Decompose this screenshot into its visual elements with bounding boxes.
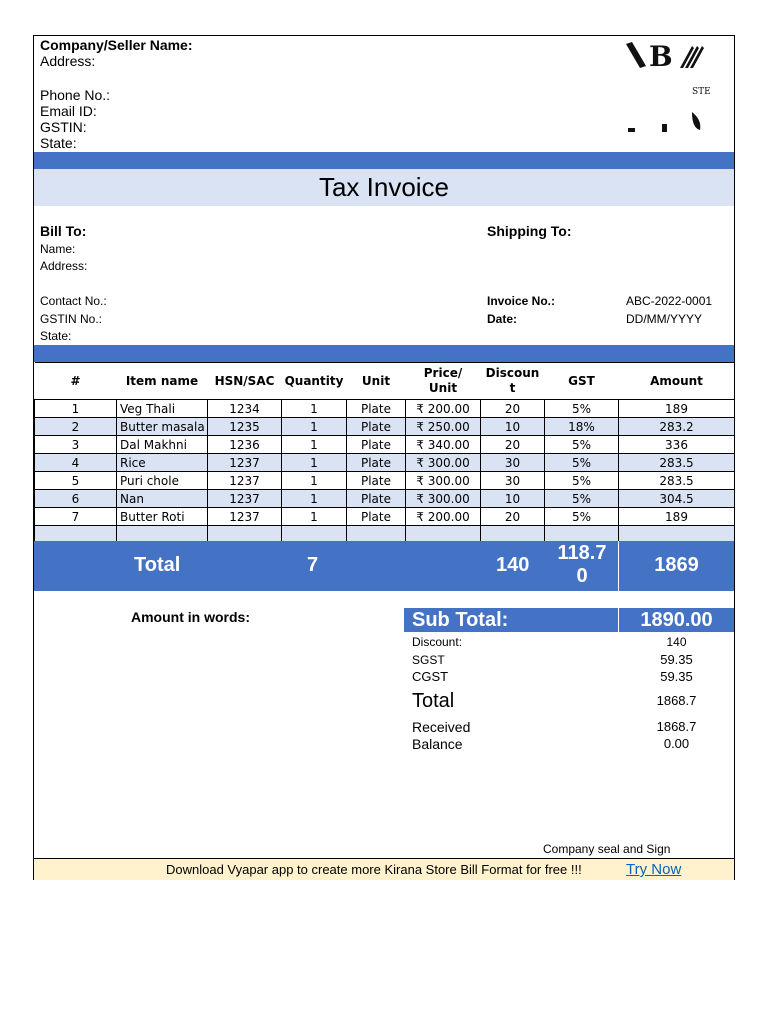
col-header-hsn: HSN/SAC: [208, 363, 282, 400]
col-header-quantity: Quantity: [282, 363, 347, 400]
row-amount-cell: 336: [619, 436, 735, 454]
summary-total-value: 1868.7: [656, 693, 697, 708]
table-row: [35, 508, 735, 526]
invoice-no-label: Invoice No.:: [487, 294, 556, 308]
col-header-gst: GST: [545, 363, 619, 400]
row-number-cell: 4: [35, 454, 117, 472]
row-gst-cell: 5%: [545, 454, 619, 472]
table-row: [35, 490, 735, 508]
col-header-discount: Discoun t: [481, 363, 545, 400]
received-label: Received: [412, 719, 471, 735]
seller-gstin-label: GSTIN:: [40, 119, 87, 135]
total-gst-line2: 0: [576, 565, 588, 587]
invoice-no-value: ABC-2022-0001: [626, 294, 713, 308]
row-number-cell: 1: [35, 400, 117, 418]
row-number-cell: 2: [35, 418, 117, 436]
table-row: [35, 400, 735, 418]
row-price-cell: ₹ 300.00: [406, 454, 481, 472]
table-row: [35, 418, 735, 436]
row-amount-cell: 304.5: [619, 490, 735, 508]
row-number-cell: 6: [35, 490, 117, 508]
sgst-value: 59.35: [660, 652, 693, 667]
balance-value: 0.00: [663, 736, 690, 751]
row-discount-cell: 10: [481, 490, 545, 508]
amount-in-words-label: Amount in words:: [131, 609, 250, 625]
row-item-name-cell: Butter masala: [117, 418, 208, 436]
total-quantity: 7: [307, 554, 319, 576]
sub-total-label: Sub Total:: [412, 609, 509, 631]
promo-text: Download Vyapar app to create more Kirana Store Bill Format for free !!!: [166, 862, 582, 877]
row-number-cell: 3: [35, 436, 117, 454]
row-price-cell: ₹ 200.00: [406, 508, 481, 526]
row-hsn-cell: 1237: [208, 472, 282, 490]
bill-gstin-label: GSTIN No.:: [40, 312, 103, 326]
header-band: [34, 152, 734, 169]
col-header-item-name: Item name: [117, 363, 208, 400]
row-item-name-cell: Rice: [117, 454, 208, 472]
seller-state-label: State:: [40, 135, 77, 151]
row-quantity-cell: 1: [282, 472, 347, 490]
table-row: [35, 436, 735, 454]
row-price-cell: ₹ 340.00: [406, 436, 481, 454]
seller-phone-label: Phone No.:: [40, 87, 111, 103]
row-amount-cell: 189: [619, 508, 735, 526]
row-hsn-cell: 1236: [208, 436, 282, 454]
bill-name-label: Name:: [40, 242, 76, 256]
total-gst-line1: 118.7: [557, 542, 607, 564]
sub-total-value: 1890.00: [640, 609, 713, 631]
row-unit-cell: Plate: [347, 472, 406, 490]
table-row: [35, 472, 735, 490]
seller-address-label: Address:: [40, 53, 96, 69]
row-quantity-cell: 1: [282, 418, 347, 436]
bill-contact-label: Contact No.:: [40, 294, 107, 308]
row-hsn-cell: 1237: [208, 490, 282, 508]
cgst-label: CGST: [412, 669, 449, 684]
row-price-cell: ₹ 300.00: [406, 472, 481, 490]
row-item-name-cell: Butter Roti: [117, 508, 208, 526]
row-hsn-cell: 1234: [208, 400, 282, 418]
try-now-link[interactable]: Try Now: [626, 861, 682, 878]
row-item-name-cell: Nan: [117, 490, 208, 508]
row-hsn-cell: 1235: [208, 418, 282, 436]
row-hsn-cell: 1237: [208, 454, 282, 472]
row-quantity-cell: 1: [282, 490, 347, 508]
bill-state-label: State:: [40, 329, 72, 343]
row-gst-cell: 18%: [545, 418, 619, 436]
row-unit-cell: Plate: [347, 400, 406, 418]
row-discount-cell: 30: [481, 472, 545, 490]
summary-total-label: Total: [412, 690, 455, 712]
seller-email-label: Email ID:: [40, 103, 97, 119]
row-price-cell: ₹ 200.00: [406, 400, 481, 418]
discount-label: Discount:: [412, 635, 463, 649]
row-price-cell: ₹ 250.00: [406, 418, 481, 436]
items-table: [34, 362, 735, 544]
sgst-label: SGST: [412, 653, 445, 667]
row-amount-cell: 189: [619, 400, 735, 418]
total-bar: [34, 541, 734, 591]
row-gst-cell: 5%: [545, 436, 619, 454]
bill-to-heading: Bill To:: [40, 223, 87, 239]
row-gst-cell: 5%: [545, 472, 619, 490]
row-quantity-cell: 1: [282, 400, 347, 418]
row-unit-cell: Plate: [347, 436, 406, 454]
logo-tag: STE: [692, 87, 711, 97]
row-discount-cell: 10: [481, 418, 545, 436]
row-item-name-cell: Veg Thali: [117, 400, 208, 418]
date-label: Date:: [487, 312, 518, 326]
row-number-cell: 7: [35, 508, 117, 526]
col-header-number: #: [35, 363, 117, 400]
row-amount-cell: 283.5: [619, 454, 735, 472]
seller-block: [40, 37, 193, 151]
row-gst-cell: 5%: [545, 490, 619, 508]
row-discount-cell: 20: [481, 436, 545, 454]
bill-address-label: Address:: [40, 259, 88, 273]
col-header-amount: Amount: [619, 363, 735, 400]
row-discount-cell: 30: [481, 454, 545, 472]
row-gst-cell: 5%: [545, 400, 619, 418]
row-discount-cell: 20: [481, 508, 545, 526]
row-discount-cell: 20: [481, 400, 545, 418]
row-gst-cell: 5%: [545, 508, 619, 526]
balance-label: Balance: [412, 736, 463, 752]
table-header-row: [35, 363, 735, 400]
row-hsn-cell: 1237: [208, 508, 282, 526]
total-discount: 140: [496, 554, 530, 576]
sub-total-bar: [404, 608, 734, 632]
company-logo: [622, 38, 722, 138]
promo-footer: [34, 858, 734, 880]
total-amount: 1869: [654, 554, 699, 576]
row-item-name-cell: Puri chole: [117, 472, 208, 490]
table-row: [35, 454, 735, 472]
date-value: DD/MM/YYYY: [626, 312, 703, 326]
cgst-value: 59.35: [660, 669, 693, 684]
row-amount-cell: 283.5: [619, 472, 735, 490]
total-label: Total: [134, 554, 181, 576]
row-unit-cell: Plate: [347, 508, 406, 526]
discount-value: 140: [666, 635, 687, 649]
row-unit-cell: Plate: [347, 418, 406, 436]
col-header-unit: Unit: [347, 363, 406, 400]
seller-name-label: Company/Seller Name:: [40, 37, 193, 53]
total-gst: [546, 542, 618, 588]
col-header-price: Price/ Unit: [406, 363, 481, 400]
row-price-cell: ₹ 300.00: [406, 490, 481, 508]
row-quantity-cell: 1: [282, 508, 347, 526]
row-number-cell: 5: [35, 472, 117, 490]
shipping-heading: Shipping To:: [487, 223, 572, 239]
row-quantity-cell: 1: [282, 436, 347, 454]
row-quantity-cell: 1: [282, 454, 347, 472]
logo-letter: B: [649, 40, 673, 73]
invoice-sheet: [33, 35, 735, 880]
invoice-title: Tax Invoice: [34, 169, 734, 206]
received-value: 1868.7: [656, 719, 697, 734]
row-amount-cell: 283.2: [619, 418, 735, 436]
row-item-name-cell: Dal Makhni: [117, 436, 208, 454]
items-band: [34, 345, 734, 362]
row-unit-cell: Plate: [347, 454, 406, 472]
row-unit-cell: Plate: [347, 490, 406, 508]
company-seal-label: Company seal and Sign: [543, 842, 671, 856]
